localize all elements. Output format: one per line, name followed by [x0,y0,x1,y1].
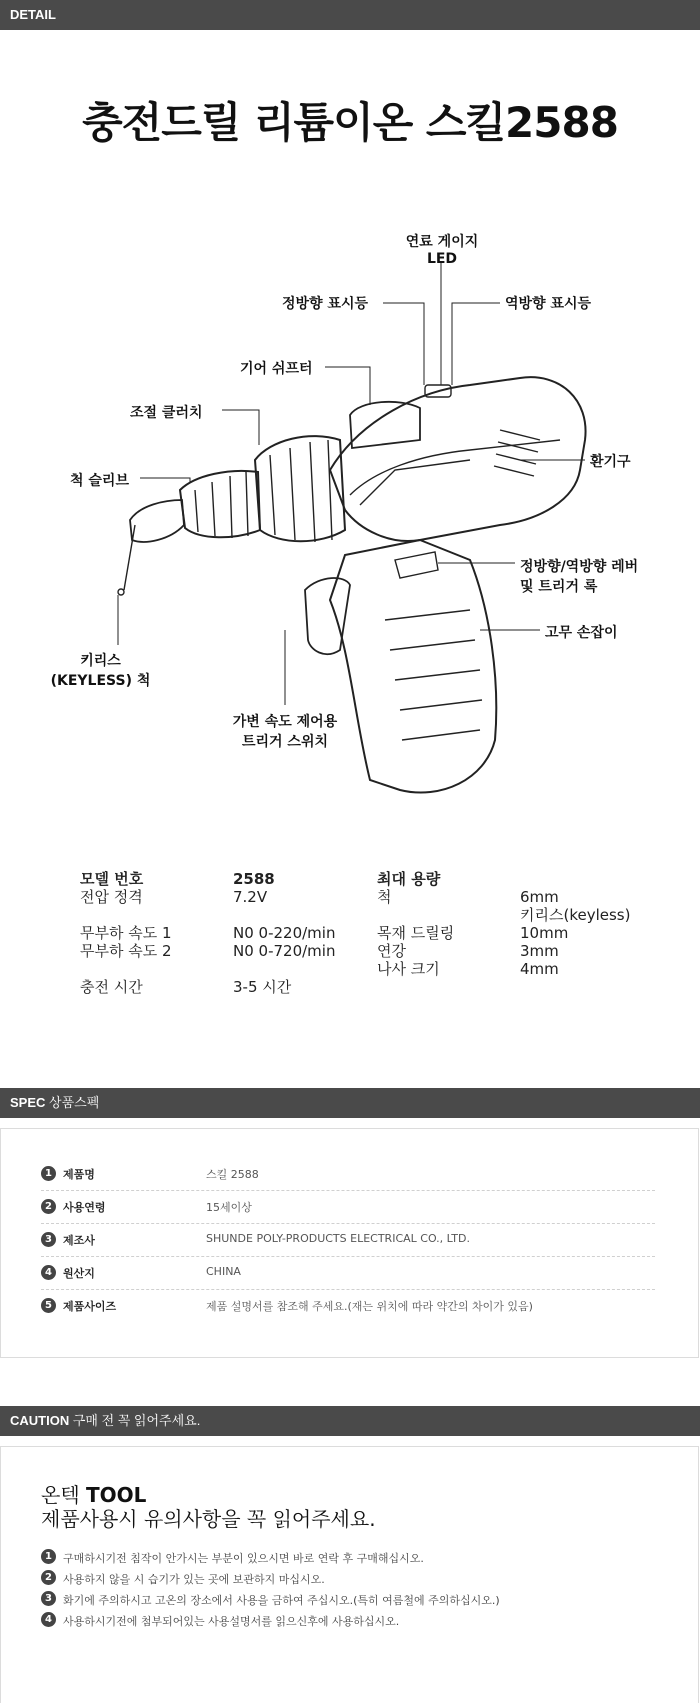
spec-row [41,1289,655,1322]
chuck-label: 척 [377,888,392,906]
speed2-value: N0 0-720/min [233,942,336,960]
speed1-label: 무부하 속도 1 [80,924,172,942]
caution-bar-subtitle: 구매 전 꼭 읽어주세요. [72,1413,201,1428]
forward-indicator-label: 정방향 표시등 [282,296,369,312]
gear-shifter-label: 기어 쉬프터 [240,361,313,377]
wood-value: 10mm [520,924,569,942]
row-value: 제품 설명서를 참조해 주세요.(재는 위치에 따라 약간의 차이가 있음) [206,1300,533,1313]
caution-bar-title: CAUTION [10,1413,70,1428]
keyless-label-line2: (KEYLESS) 척 [50,673,151,689]
vent-label: 환기구 [590,454,631,470]
keyless-chuck-label [38,650,163,690]
row-value: 스킬 2588 [206,1168,259,1181]
note-number: 2 [41,1570,56,1585]
lever-label-line2: 및 트리거 록 [520,579,598,595]
specs-col1 [80,870,172,996]
note-number: 4 [41,1612,56,1627]
spec-bar-subtitle: 상품스펙 [49,1095,100,1110]
row-key: 제품사이즈 [63,1300,117,1313]
lever-label [520,556,638,596]
charge-label: 충전 시간 [80,978,143,996]
caution-panel [0,1446,699,1703]
note-text: 화기에 주의하시고 고온의 장소에서 사용을 금하여 주십시오.(특히 여름철에 주의하십시오.) [63,1594,500,1607]
capacity-label: 최대 용량 [377,870,441,888]
spec-row [41,1223,655,1257]
row-key: 사용연령 [63,1201,106,1214]
wood-label: 목재 드릴링 [377,924,455,942]
specs-col2 [233,870,335,996]
row-value: 15세이상 [206,1201,252,1214]
spec-row [41,1256,655,1290]
row-value: SHUNDE POLY-PRODUCTS ELECTRICAL CO., LTD. [206,1232,470,1245]
model-label: 모델 번호 [80,870,144,888]
grip-label: 고무 손잡이 [545,625,618,641]
note-text: 구매하시기전 침작이 안가시는 부분이 있으시면 바로 연락 후 구매해십시오. [63,1552,424,1565]
caution-header-bar [0,1406,700,1436]
model-value: 2588 [233,870,275,888]
fuel-gauge-label [397,231,487,267]
row-number: 3 [41,1232,56,1247]
fuel-gauge-label-line2: LED [426,251,458,267]
chuck-value-2: 키리스(keyless) [520,906,631,924]
charge-value: 3-5 시간 [233,978,292,996]
brand-bold: TOOL [86,1483,147,1507]
speed1-value: N0 0-220/min [233,924,336,942]
screw-label: 나사 크기 [377,960,440,978]
gear-shifter [350,402,420,448]
product-title: 충전드릴 리튬이온 스킬2588 [82,98,618,147]
clutch-label: 조절 클러치 [130,405,203,421]
note-number: 1 [41,1549,56,1564]
row-number: 5 [41,1298,56,1313]
lever-label-line1: 정방향/역방향 레버 [520,559,639,575]
row-number: 2 [41,1199,56,1214]
specs-col4 [520,888,630,978]
note-text: 사용하시기전에 첨부되어있는 사용설명서를 읽으신후에 사용하십시오. [63,1615,400,1628]
trigger-label-line2: 트리거 스위치 [241,734,329,750]
caution-heading: 제품사용시 유의사항을 꼭 읽어주세요. [41,1507,376,1531]
speed2-label: 무부하 속도 2 [80,942,172,960]
drill-body [330,377,586,541]
row-value: CHINA [206,1265,241,1278]
row-key: 원산지 [63,1267,95,1280]
row-number: 1 [41,1166,56,1181]
steel-value: 3mm [520,942,559,960]
rubber-grip [330,540,496,793]
spec-panel [0,1128,699,1358]
chuck-value-1: 6mm [520,888,559,906]
row-number: 4 [41,1265,56,1280]
voltage-label: 전압 정격 [80,888,143,906]
trigger-label-line1: 가변 속도 제어용 [232,714,338,730]
brand-prefix: 온텍 [41,1483,86,1507]
detail-label: DETAIL [10,7,56,22]
screw-value: 4mm [520,960,559,978]
spec-header-bar [0,1088,700,1118]
specs-col3 [377,870,454,978]
fuel-gauge-label-line1: 연료 게이지 [405,234,479,250]
caution-brand [41,1483,146,1507]
keyless-label-line1: 키리스 [80,653,121,669]
spec-row [41,1190,655,1224]
voltage-value: 7.2V [233,888,268,906]
row-key: 제품명 [63,1168,95,1181]
keyless-chuck [130,500,184,542]
spec-bar-title: SPEC [10,1095,46,1110]
spec-row [41,1157,655,1191]
steel-label: 연강 [377,942,406,960]
trigger-label [215,711,355,751]
note-text: 사용하지 않을 시 습기가 있는 곳에 보관하지 마십시오. [63,1573,325,1586]
detail-header-bar [0,0,700,30]
chuck-sleeve-label: 척 슬리브 [70,473,129,489]
row-key: 제조사 [63,1234,95,1247]
note-number: 3 [41,1591,56,1606]
reverse-indicator-label: 역방향 표시등 [505,296,592,312]
